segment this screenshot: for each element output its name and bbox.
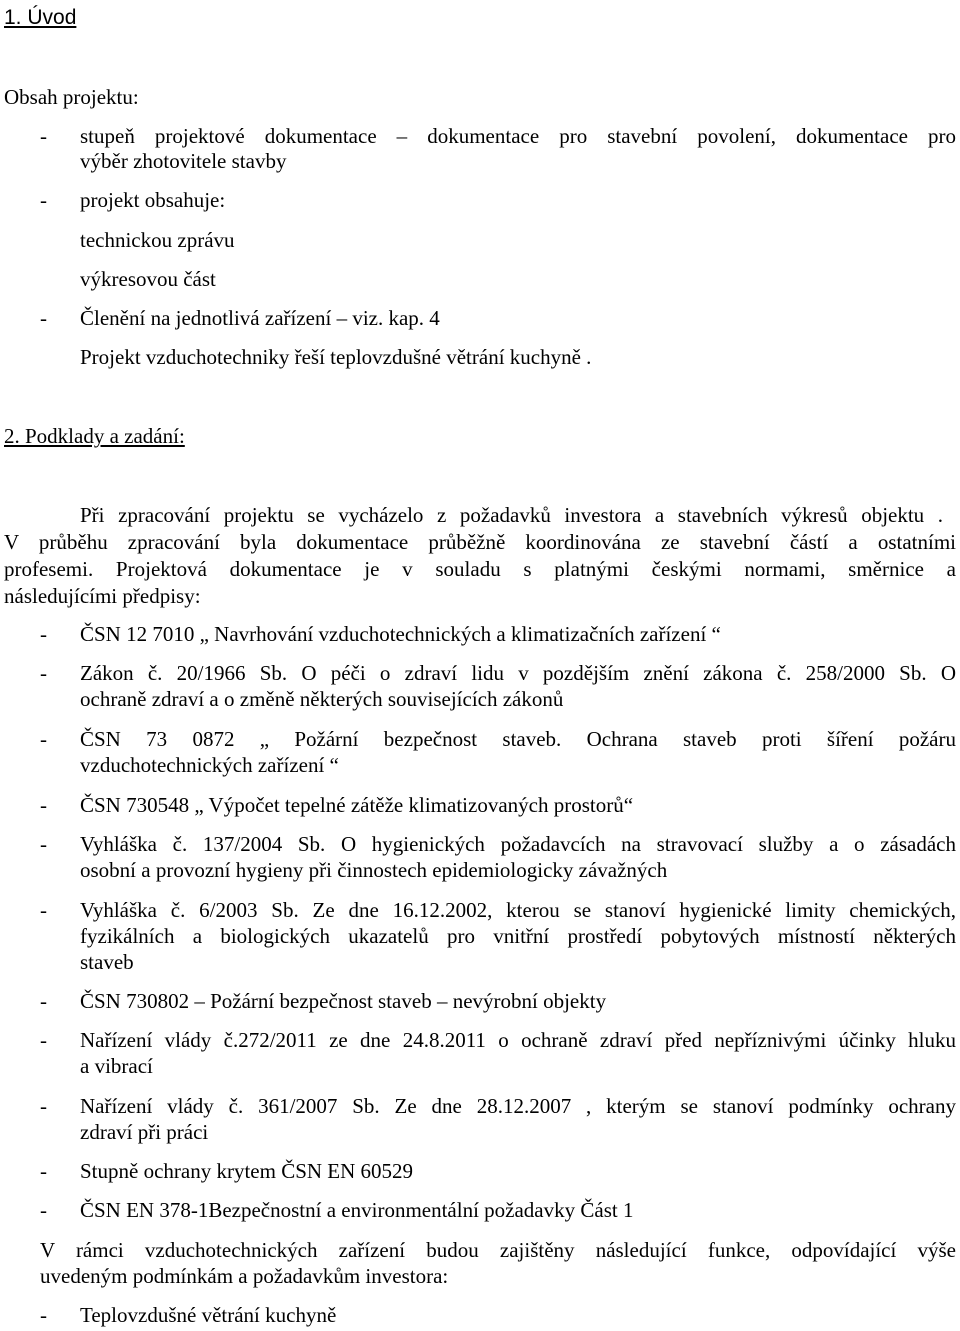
obsah-item-3: Členění na jednotlivá zařízení – viz. kap. 4	[80, 306, 440, 330]
bullet-dash: -	[40, 898, 47, 922]
bullet-dash: -	[40, 989, 47, 1013]
bullet-dash: -	[40, 188, 47, 212]
bullet-dash: -	[40, 1028, 47, 1052]
bullet-dash: -	[40, 661, 47, 685]
regulation-6-line-2: fyzikálních a biologických ukazatelů pro vnitřní prostředí pobytových místností některých	[80, 924, 956, 948]
regulation-5-line-2: osobní a provozní hygieny při činnostech epidemiologicky závažných	[80, 858, 668, 882]
regulation-9-line-2: zdraví při práci	[80, 1120, 209, 1144]
regulation-2-line-2: ochraně zdraví a o změně některých souvisejících zákonů	[80, 687, 564, 711]
para1-line-4: následujícími předpisy:	[4, 584, 201, 608]
bullet-dash: -	[40, 622, 47, 646]
regulation-5-line-1: Vyhláška č. 137/2004 Sb. O hygienických požadavcích na stravovací služby a o zásadách	[80, 832, 956, 856]
bullet-dash: -	[40, 1159, 47, 1183]
obsah-title: Obsah projektu:	[4, 85, 139, 109]
regulation-6-line-3: staveb	[80, 950, 134, 974]
regulation-2-line-1: Zákon č. 20/1966 Sb. O péči o zdraví lidu v pozdějším znění zákona č. 258/2000 Sb. O	[80, 661, 956, 685]
obsah-item-1-line-1: stupeň projektové dokumentace – dokumentace pro stavební povolení, dokumentace pro	[80, 124, 956, 148]
final-list-item: Teplovzdušné větrání kuchyně	[80, 1303, 337, 1327]
regulation-3-line-1: ČSN 73 0872 „ Požární bezpečnost staveb. Ochrana staveb proti šíření požáru	[80, 727, 956, 751]
obsah-subitem-2: výkresovou část	[80, 267, 216, 291]
bullet-dash: -	[40, 832, 47, 856]
para1-line-2: V průběhu zpracování byla dokumentace průběžně koordinována ze stavební částí a ostatními	[4, 530, 956, 554]
section-heading-podklady: 2. Podklady a zadání:	[4, 424, 185, 448]
regulation-8-line-2: a vibrací	[80, 1054, 153, 1078]
bullet-dash: -	[40, 1094, 47, 1118]
bullet-dash: -	[40, 793, 47, 817]
para1-line-3: profesemi. Projektová dokumentace je v souladu s platnými českými normami, směrnice a	[4, 557, 956, 581]
bullet-dash: -	[40, 1198, 47, 1222]
regulation-7: ČSN 730802 – Požární bezpečnost staveb – nevýrobní objekty	[80, 989, 607, 1013]
obsah-subitem-1: technickou zprávu	[80, 228, 235, 252]
regulation-8-line-1: Nařízení vlády č.272/2011 ze dne 24.8.2011 o ochraně zdraví před nepříznivými účinky hluku	[80, 1028, 956, 1052]
bullet-dash: -	[40, 727, 47, 751]
para1-line-1: Při zpracování projektu se vycházelo z požadavků investora a stavebních výkresů objektu .	[80, 503, 943, 527]
obsah-item-2: projekt obsahuje:	[80, 188, 226, 212]
bullet-dash: -	[40, 306, 47, 330]
obsah-item-1-line-2: výběr zhotovitele stavby	[80, 149, 287, 173]
para2-line-2: uvedeným podmínkám a požadavkům investora:	[40, 1264, 449, 1288]
regulation-11: ČSN EN 378-1Bezpečnostní a environmentální požadavky Část 1	[80, 1198, 634, 1222]
obsah-item-3-note: Projekt vzduchotechniky řeší teplovzdušné větrání kuchyně .	[80, 345, 592, 369]
para2-line-1: V rámci vzduchotechnických zařízení budou zajištěny následující funkce, odpovídající výše	[40, 1238, 956, 1262]
regulation-6-line-1: Vyhláška č. 6/2003 Sb. Ze dne 16.12.2002, kterou se stanoví hygienické limity chemických,	[80, 898, 956, 922]
regulation-3-line-2: vzduchotechnických zařízení “	[80, 753, 339, 777]
regulation-1: ČSN 12 7010 „ Navrhování vzduchotechnických a klimatizačních zařízení “	[80, 622, 721, 646]
bullet-dash: -	[40, 124, 47, 148]
regulation-4: ČSN 730548 „ Výpočet tepelné zátěže klimatizovaných prostorů“	[80, 793, 634, 817]
bullet-dash: -	[40, 1303, 47, 1327]
regulation-9-line-1: Nařízení vlády č. 361/2007 Sb. Ze dne 28.12.2007 , kterým se stanoví podmínky ochrany	[80, 1094, 956, 1118]
section-heading-uvod: 1. Úvod	[4, 6, 77, 29]
regulation-10: Stupně ochrany krytem ČSN EN 60529	[80, 1159, 414, 1183]
